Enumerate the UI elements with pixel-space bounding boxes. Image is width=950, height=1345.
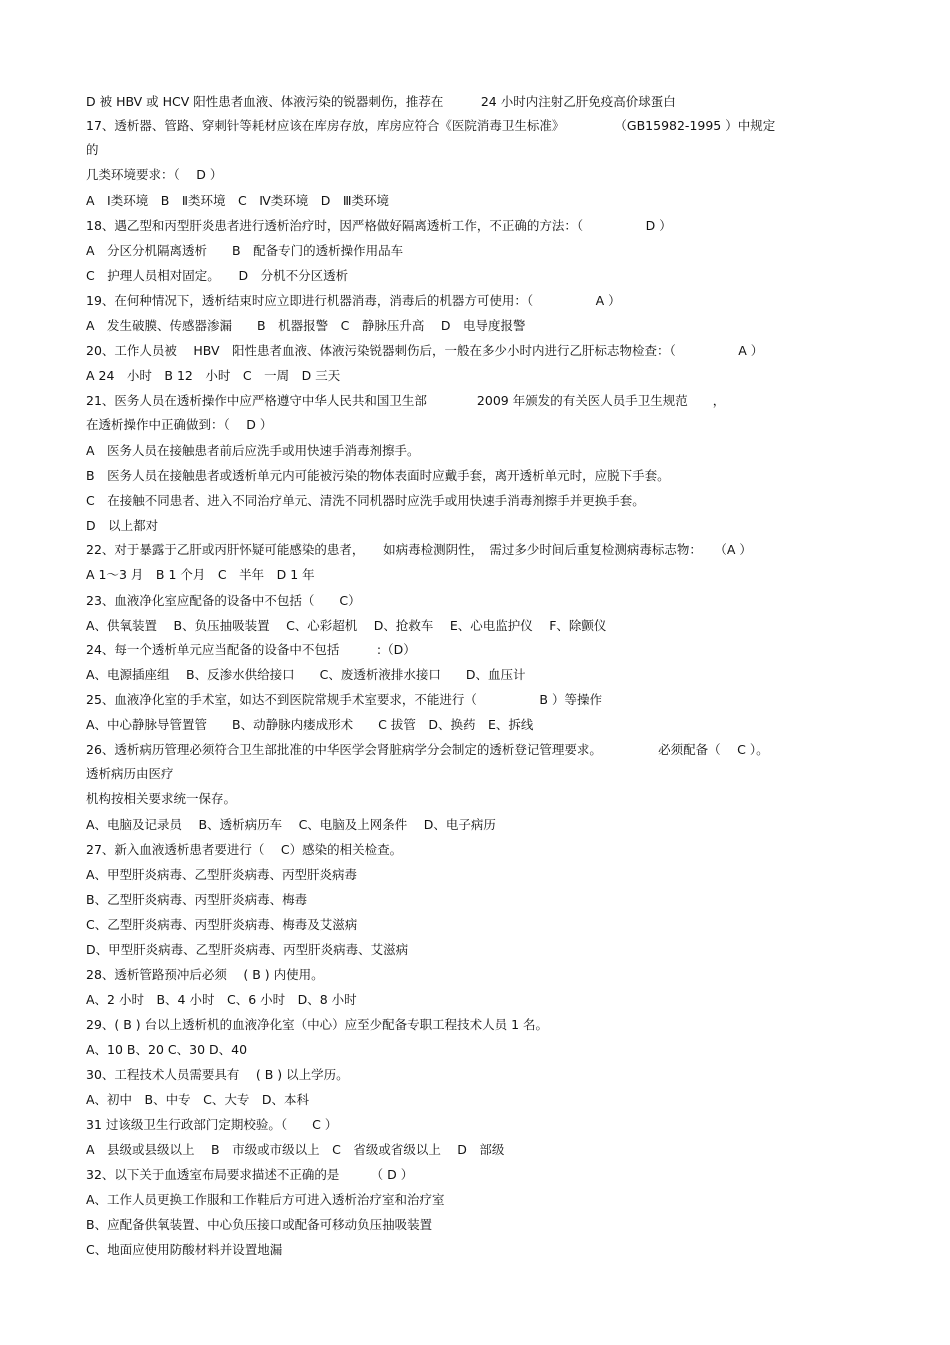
question-32: 32、以下关于血透室布局要求描述不正确的是 （ D ） xyxy=(86,1167,414,1182)
question-30: 30、工程技术人员需要具有 ( B ) 以上学历。 xyxy=(86,1067,349,1082)
options-27: B、乙型肝炎病毒、丙型肝炎病毒、梅毒 xyxy=(86,892,308,907)
options-17: A Ⅰ类环境 B Ⅱ类环境 C Ⅳ类环境 D Ⅲ类环境 xyxy=(86,193,389,208)
options-18: A 分区分机隔离透析 B 配备专门的透析操作用品车 xyxy=(86,243,404,258)
question-25: 25、血液净化室的手术室，如达不到医院常规手术室要求，不能进行（ B ）等操作 xyxy=(86,692,602,707)
options-30: A、初中 B、中专 C、大专 D、本科 xyxy=(86,1092,309,1107)
options-21: D 以上都对 xyxy=(86,518,159,533)
options-21: B 医务人员在接触患者或透析单元内可能被污染的物体表面时应戴手套，离开透析单元时，应脱下手套。 xyxy=(86,468,670,483)
text-line: 在透析操作中正确做到：（ D ） xyxy=(86,417,273,432)
options-28: A、2 小时 B、4 小时 C、6 小时 D、8 小时 xyxy=(86,992,357,1007)
question-22: 22、对于暴露于乙肝或丙肝怀疑可能感染的患者， 如病毒检测阴性， 需过多少时间后重复检测病毒标志物： （A ） xyxy=(86,542,752,557)
options-21: C 在接触不同患者、进入不同治疗单元、清洗不同机器时应洗手或用快速手消毒剂擦手并更换手套。 xyxy=(86,493,645,508)
options-19: A 发生破膜、传感器渗漏 B 机器报警 C 静脉压升高 D 电导度报警 xyxy=(86,318,526,333)
question-24: 24、每一个透析单元应当配备的设备中不包括 :（D） xyxy=(86,642,416,657)
question-29: 29、( B ) 台以上透析机的血液净化室（中心）应至少配备专职工程技术人员 1 名。 xyxy=(86,1017,549,1032)
question-21: 21、医务人员在透析操作中应严格遵守中华人民共和国卫生部 2009 年颁发的有关医人员手卫生规范 ， xyxy=(86,393,726,408)
options-32: C、地面应使用防酸材料并设置地漏 xyxy=(86,1242,283,1257)
options-26: A、电脑及记录员 B、透析病历车 C、电脑及上网条件 D、电子病历 xyxy=(86,817,496,832)
text-line: 的 xyxy=(86,142,99,157)
options-31: A 县级或县级以上 B 市级或市级以上 C 省级或省级以上 D 部级 xyxy=(86,1142,505,1157)
options-22: A 1～3 月 B 1 个月 C 半年 D 1 年 xyxy=(86,567,315,582)
options-29: A、10 B、20 C、30 D、40 xyxy=(86,1042,248,1057)
options-21: A 医务人员在接触患者前后应洗手或用快速手消毒剂擦手。 xyxy=(86,443,420,458)
question-23: 23、血液净化室应配备的设备中不包括（ C） xyxy=(86,593,361,608)
question-19: 19、在何种情况下，透析结束时应立即进行机器消毒，消毒后的机器方可使用：（ A ） xyxy=(86,293,621,308)
question-20: 20、工作人员被 HBV 阳性患者血液、体液污染锐器刺伤后，一般在多少小时内进行乙肝标志物检查：（ A ） xyxy=(86,343,764,358)
question-27: 27、新入血液透析患者要进行（ C）感染的相关检查。 xyxy=(86,842,403,857)
options-25: A、中心静脉导管置管 B、动静脉内瘘成形术 C 拔管 D、换药 E、拆线 xyxy=(86,717,534,732)
text-line: D 被 HBV 或 HCV 阳性患者血液、体液污染的锐器刺伤，推荐在 24 小时内注射乙肝免疫高价球蛋白 xyxy=(86,94,676,109)
question-31: 31 过该级卫生行政部门定期校验。（ C ） xyxy=(86,1117,338,1132)
question-18: 18、遇乙型和丙型肝炎患者进行透析治疗时，因严格做好隔离透析工作，不正确的方法：（ D ） xyxy=(86,218,672,233)
text-line: 几类环境要求：（ D ） xyxy=(86,167,223,182)
options-32: A、工作人员更换工作服和工作鞋后方可进入透析治疗室和治疗室 xyxy=(86,1192,445,1207)
options-32: B、应配备供氧装置、中心负压接口或配备可移动负压抽吸装置 xyxy=(86,1217,433,1232)
question-17: 17、透析器、管路、穿刺针等耗材应该在库房存放，库房应符合《医院消毒卫生标准》 （GB15982-1995 ）中规定 xyxy=(86,118,776,133)
options-24: A、电源插座组 B、反渗水供给接口 C、废透析液排水接口 D、血压计 xyxy=(86,667,526,682)
options-20: A 24 小时 B 12 小时 C 一周 D 三天 xyxy=(86,368,341,383)
text-line: 机构按相关要求统一保存。 xyxy=(86,791,237,806)
options-18: C 护理人员相对固定。 D 分机不分区透析 xyxy=(86,268,349,283)
options-23: A、供氧装置 B、负压抽吸装置 C、心彩超机 D、抢救车 E、心电监护仪 F、除颤仪 xyxy=(86,618,607,633)
options-27: D、甲型肝炎病毒、乙型肝炎病毒、丙型肝炎病毒、艾滋病 xyxy=(86,942,409,957)
options-27: A、甲型肝炎病毒、乙型肝炎病毒、丙型肝炎病毒 xyxy=(86,867,358,882)
options-27: C、乙型肝炎病毒、丙型肝炎病毒、梅毒及艾滋病 xyxy=(86,917,358,932)
text-line: 透析病历由医疗 xyxy=(86,766,174,781)
question-28: 28、透析管路预冲后必须 ( B ) 内使用。 xyxy=(86,967,324,982)
question-26: 26、透析病历管理必须符合卫生部批准的中华医学会肾脏病学分会制定的透析登记管理要求。 必须配备（ C ）。 xyxy=(86,742,769,757)
